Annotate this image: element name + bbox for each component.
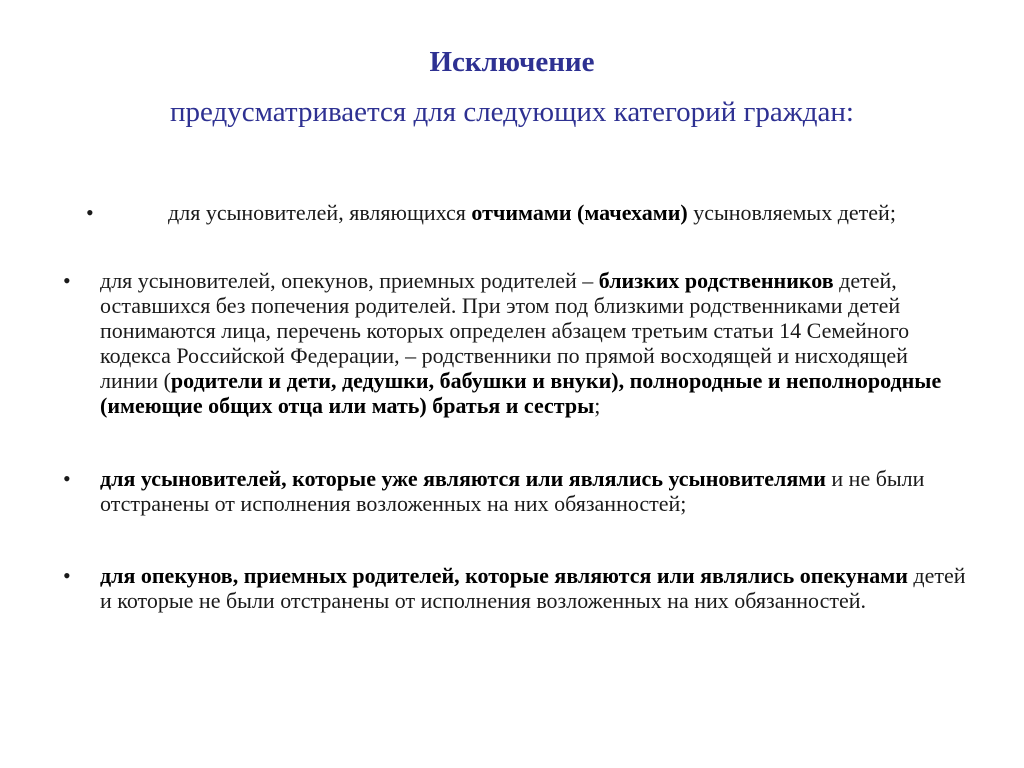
- text-fragment: усыновляемых детей;: [687, 200, 896, 225]
- list-item-text: [122, 200, 942, 225]
- list-item-text: [100, 563, 980, 613]
- text-fragment: для усыновителей, являющихся: [168, 200, 472, 225]
- bullet-marker: •: [63, 268, 71, 293]
- text-fragment: для усыновителей, опекунов, приемных родителей –: [100, 268, 599, 293]
- list-item-text: [100, 268, 970, 418]
- text-fragment: детей, оставшихся без попечения родителей. При этом под близкими родственниками детей понимаются лица, перечень которых определен абзацем третьим статьи 14 Семейного кодекса Российской Федерации, – родственники по прямой восходящей и нисходящей линии (: [100, 268, 910, 393]
- text-fragment: ;: [594, 393, 601, 418]
- bold-fragment: для опекунов, приемных родителей, которые являются или являлись опекунами: [100, 563, 908, 588]
- text-fragment: и не были отстранены от исполнения возложенных на них обязанностей;: [100, 466, 925, 516]
- bold-fragment: для усыновителей, которые уже являются или являлись усыновителями: [100, 466, 826, 491]
- bullet-marker: •: [63, 563, 71, 588]
- bold-fragment: отчимами (мачехами): [471, 200, 688, 225]
- text-fragment: детей и которые не были отстранены от исполнения возложенных на них обязанностей.: [100, 563, 966, 613]
- bullet-marker: •: [63, 466, 71, 491]
- bold-fragment: родители и дети, дедушки, бабушки и внуки), полнородные и неполнородные (имеющие общих отца или мать) братья и сестры: [100, 368, 942, 418]
- slide-subtitle: предусматривается для следующих категорий граждан:: [170, 96, 854, 128]
- slide-title: Исключение: [429, 46, 595, 78]
- bold-fragment: близких родственников: [598, 268, 834, 293]
- list-item-text: [100, 466, 970, 516]
- bullet-marker: •: [86, 200, 94, 225]
